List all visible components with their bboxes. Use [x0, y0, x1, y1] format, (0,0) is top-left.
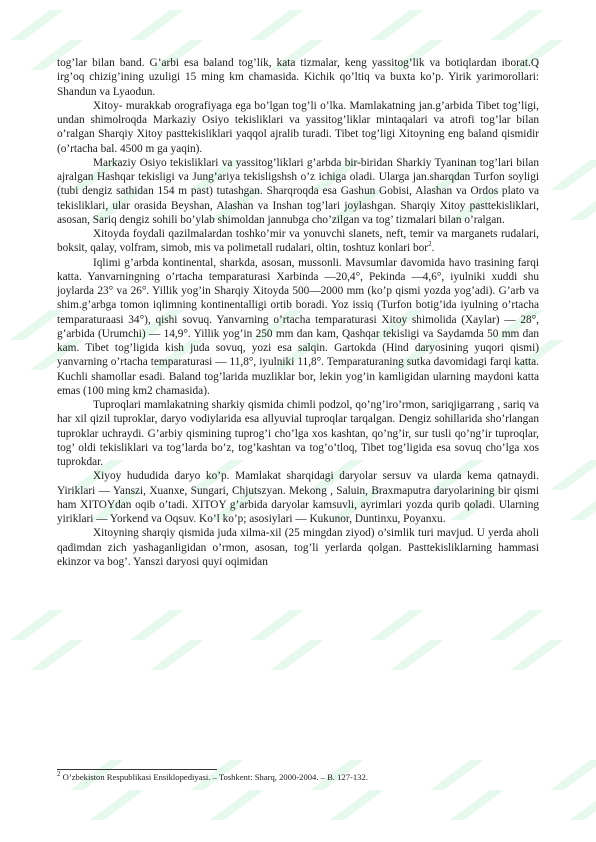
watermark-mark: [10, 610, 64, 640]
watermark-mark: [570, 790, 596, 820]
paragraph-3-text: Markaziy Osiyo tekisliklari va yassitog’liklari g’arbda bir-biridan Sharkiy Tyaninan tog’lari bilan ajralgan Hashqar tekisligi va Jung’ariya tekisligshsh o’z ichiga oladi. Ularga jan.sharqdan Turfon soyligi (tubi dengiz sathidan 154 m past) tutashgan. Sharqroqda esa Gashun Gobisi, Alashan va Ordos plato va tekisliklari, ular orasida Beyshan, Alashan va Inshan tog’lari joylashgan. Sharqiy Xitoy pasttekisliklari, asosan, Sariq dengiz sohili bo’ylab shimoldan jannubga cho’zilgan va tog’ tizmalari bilan o’ralgan.: [57, 156, 539, 226]
watermark-mark: [390, 640, 444, 670]
watermark-mark: [30, 640, 84, 670]
paragraph-4: [57, 227, 539, 256]
footnote-reference: 2: [428, 240, 432, 249]
paragraph-3: [57, 156, 539, 227]
watermark-mark: [130, 10, 184, 40]
watermark-mark: [550, 760, 596, 790]
watermark-mark: [250, 610, 304, 640]
watermark-mark: [130, 610, 184, 640]
watermark-mark: [370, 10, 424, 40]
paragraph-6: [57, 398, 539, 469]
watermark-mark: [10, 310, 64, 340]
watermark-mark: [490, 610, 544, 640]
footnote-marker: 2: [57, 770, 61, 779]
watermark-mark: [550, 160, 596, 190]
paragraph-5-text: Iqlimi g’arbda kontinental, sharkda, asosan, mussonli. Mavsumlar davomida havo trasining farqi katta. Yanvarningning o’rtacha temparaturasi Xarbinda —20,4°, Pekinda —4,6°, iyulniki xuddi shu joylarda 23° va 26°. Yillik yog’in Sharqiy Xitoyda 500—2000 mm (ko’p qismi yozda yog’adi). G’arb va shim.g’arbga tomon iqlimning kontinentalligi ortib boradi. Yoz issiq (Turfon botig’ida iyulning o’rtacha temparaturaasi 34°), qishi sovuq. Yanvarning o’rtacha temparaturasi Xitoy shimolida (Xaylar) — 28°, g’arbida (Urumchi) — 14,9°. Yillik yog’in 250 mm dan kam, Qashqar tekisligi va Saydamda 50 mm dan kam. Tibet tog’ligida kish juda sovuq, yozi esa salqin. Gartokda (Hind daryosining yuqori qismi) yanvarning o’rtacha temparaturasi — 11,8°, iyulniki 11,8°. Temparaturaning sutka davomidagi farqi katta. Kuchli shamollar esadi. Baland tog’larida muzliklar bor, lekin yog’in kamligidan ularning maydoni katta emas (100 ming km2 chamasida).: [57, 256, 539, 397]
watermark-mark: [570, 190, 596, 220]
watermark-mark: [90, 790, 144, 820]
watermark-mark: [450, 790, 504, 820]
watermark-mark: [10, 10, 64, 40]
watermark-mark: [550, 460, 596, 490]
watermark-mark: [270, 640, 324, 670]
paragraph-5: [57, 256, 539, 399]
paragraph-1: [57, 56, 539, 99]
paragraph-7-text: Xiyoy hududida daryo ko’p. Mamlakat sharqidagi daryolar sersuv va ularda kema qatnaydi. Yiriklari — Yanszi, Xuanxe, Sungari, Chjutszyan. Mekong , Saluin, Braxmaputra daryolarining bir qismi ham XITOYdan oqib o’tadi. XITOY g’arbida daryolar kamsuvli, ayrimlari yozda qurib qoladi. Ularning yiriklari — Yorkend va Oqsuv. Ko’l ko’p; asosiylari — Kukunor, Duntinxu, Poyanxu.: [57, 470, 539, 525]
footnote-text: O’zbekiston Respublikasi Ensiklopediyasi. – Toshkent: Sharq, 2000-2004. – B. 127-132.: [60, 772, 368, 782]
footnote: [57, 772, 539, 782]
paragraph-4-tail: .: [431, 242, 435, 255]
footnote-divider: [57, 769, 217, 770]
paragraph-7: [57, 469, 539, 526]
paragraph-8: [57, 526, 539, 569]
paragraph-8-text: Xitoyning sharqiy qismida juda xilma-xil (25 mingdan ziyod) o’simlik turi mavjud. U yerda aholi qadimdan zich yashaganligidan o’rmon, asosan, tog’li yerlarda qolgan. Pasttekisliklarning hammasi ekinzor va bog’. Yanszi daryosi quyi oqimidan: [57, 527, 539, 568]
paragraph-6-text: Tuproqlari mamlakatning sharkiy qismida chimli podzol, qo’ng’iro’rmon, sariqjigarrang , sariq va har xil qizil tuproklar, daryo vodiylarida esa allyuvial tuproqlar tarqalgan. Dengiz sohillarida sho’rlangan tuproklar uchraydi. G’arbiy qismining tuprog’i cho’lga xos kashtan, qo’ng’ir, sur tusli qo’ng’ir tuproqlar, tog’ oldi tekisliklari va tog’larda bo’z, tog’kashtan va tog’o’tloq, Tibet tog’ligida esa sovuq cho’lga xos tuprokdar.: [57, 399, 539, 468]
watermark-mark: [370, 610, 424, 640]
watermark-mark: [330, 790, 384, 820]
watermark-mark: [490, 10, 544, 40]
watermark-mark: [150, 640, 204, 670]
paragraph-2: [57, 99, 539, 156]
body-text: [57, 56, 539, 569]
watermark-mark: [570, 490, 596, 520]
paragraph-2-text: Xitoy- murakkab orografiyaga ega bo’lgan tog’li o’lka. Mamlakatning jan.g’arbida Tibet tog’ligi, undan shimolroqda Markaziy Osiyo tekisliklari va yassitog’liklar mintaqalari va atrofi tog’lar bilan o’ralgan Sharqiy Xitoy pasttekisliklari yaqqol ajralib turadi. Tibet tog’ligi Xitoyning eng baland qismidir (o’rtacha bal. 4500 m ga yaqin).: [57, 99, 539, 155]
watermark-mark: [510, 640, 564, 670]
paragraph-1-text: tog’lar bilan band. G’arbi esa baland tog’lik, kata tizmalar, keng yassitog’lik va botiqlardan iborat.Q irg’oq chizig’ining uzuligi 15 ming km chamasida. Kichik qo’ltiq va buxta ko’p. Yirik yarimorollari: Shandun va Lyaodun.: [57, 57, 539, 98]
paragraph-4-text: Xitoyda foydali qazilmalardan toshko’mir va yonuvchi slanets, neft, temir va marganets rudalari, boksit, qalay, volfram, simob, mis va polimetall rudalari, oltin, toshtuz konlari bor: [57, 228, 539, 255]
watermark-mark: [210, 790, 264, 820]
watermark-mark: [250, 10, 304, 40]
